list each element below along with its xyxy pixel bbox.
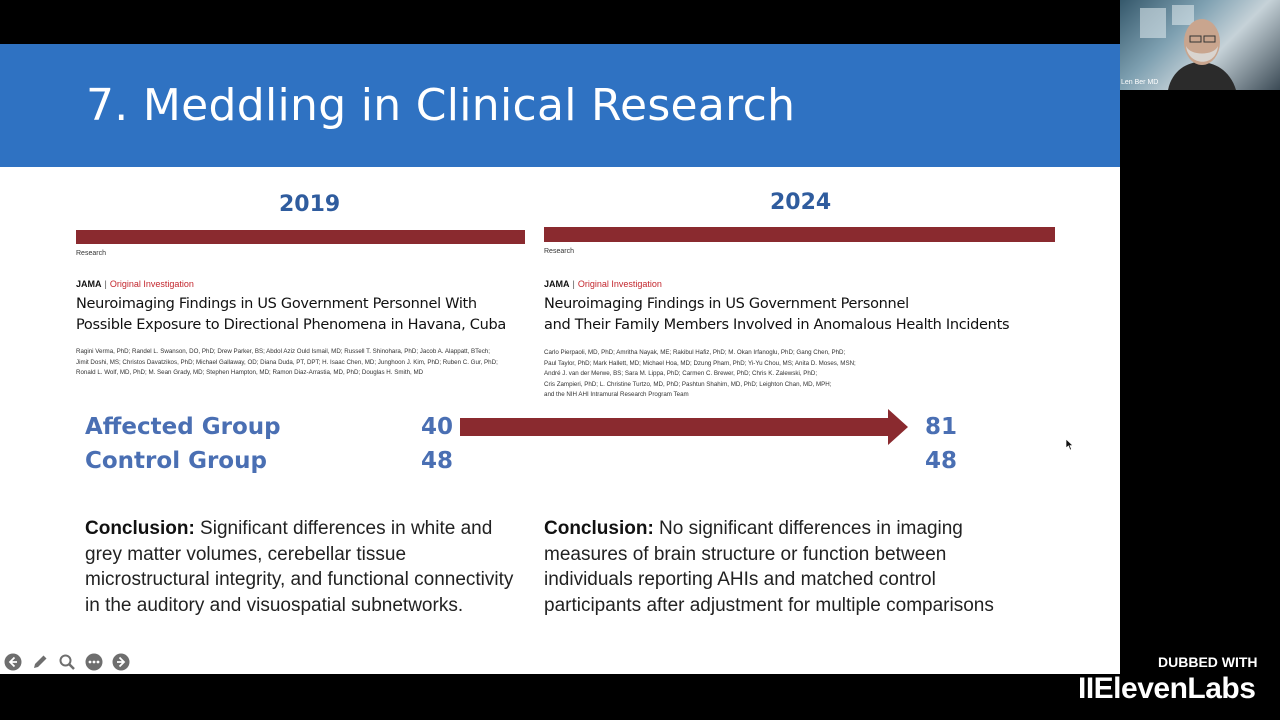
slideshow-toolbar	[0, 652, 131, 672]
journal-separator: |	[572, 279, 575, 289]
conclusion-label: Conclusion:	[85, 518, 195, 539]
conclusion-label: Conclusion:	[544, 518, 654, 539]
control-2019-count: 48	[421, 448, 454, 474]
conclusion-text: No significant differences in imaging measures of brain structure or function between individuals reporting AHIs and matched control participants after adjustment for multiple comparisons	[544, 518, 994, 616]
conclusion-text: Significant differences in white and grey matter volumes, cerebellar tissue microstructural integrity, and functional connectivity in the auditory and visuospatial subnetworks.	[85, 518, 514, 616]
paper-title	[544, 294, 1055, 336]
zoom-icon[interactable]	[57, 652, 77, 672]
webcam-video	[1120, 0, 1280, 90]
affected-group-label: Affected Group	[85, 414, 281, 440]
journal-separator: |	[104, 279, 107, 289]
journal-name: JAMA	[544, 279, 570, 289]
authors-line: Ronald L. Wolf, MD, PhD; M. Sean Grady, MD; Stephen Hampton, MD; Ramon Diaz-Arrastia, MD, PhD; Douglas H. Smith, MD	[76, 369, 424, 376]
year-2019: 2019	[279, 192, 341, 217]
webcam-name-label: Len Ber MD	[1121, 79, 1159, 86]
research-label: Research	[544, 248, 574, 255]
article-type: Original Investigation	[577, 279, 662, 289]
conclusion-2024	[544, 516, 1014, 618]
year-2024: 2024	[770, 190, 832, 215]
paper-title-line: Possible Exposure to Directional Phenomena in Havana, Cuba	[76, 317, 506, 333]
increase-arrow-icon	[460, 409, 910, 445]
journal-line	[76, 279, 525, 289]
control-group-label: Control Group	[85, 448, 267, 474]
authors-line: and the NIH AHI Intramural Research Program Team	[544, 391, 689, 398]
control-2024-count: 48	[925, 448, 958, 474]
affected-2019-count: 40	[421, 414, 454, 440]
paper-2019	[76, 230, 525, 379]
paper-title-line: and Their Family Members Involved in Anomalous Health Incidents	[544, 317, 1010, 333]
presentation-slide	[0, 44, 1120, 674]
authors-line: Jimit Doshi, MS; Christos Davatzikos, PhD; Michael Gallaway, OD; Diana Duda, PT, DPT; H. Isaac Chen, MD; Junghoon J. Kim, PhD; Ruben C. Gur, PhD;	[76, 358, 498, 366]
conclusion-2019	[85, 516, 515, 618]
mouse-cursor-icon	[1066, 439, 1074, 451]
presenter-avatar	[1120, 0, 1280, 90]
dubbed-with-label: DUBBED WITH	[1158, 654, 1258, 670]
paper-title-line: Neuroimaging Findings in US Government Personnel With	[76, 296, 477, 312]
journal-name: JAMA	[76, 279, 102, 289]
paper-title	[76, 294, 525, 336]
authors-line: Paul Taylor, PhD; Mark Hallett, MD; Michael Hoa, MD; Dzung Pham, PhD; Yi-Yu Chou, MS; Anita D. Moses, MSN;	[544, 359, 856, 367]
authors-line: Ragini Verma, PhD; Randel L. Swanson, DO, PhD; Drew Parker, BS; Abdol Aziz Ould Ismail, MD; Russell T. Shinohara, PhD; Jacob A. Alappatt, BTech;	[76, 348, 490, 355]
forward-arrow-icon[interactable]	[111, 652, 131, 672]
article-type: Original Investigation	[109, 279, 194, 289]
research-label: Research	[76, 250, 106, 257]
back-arrow-icon[interactable]	[3, 652, 23, 672]
authors-line: Cris Zampieri, PhD; L. Christine Turtzo, MD, PhD; Pashtun Shahim, MD, PhD; Leighton Chan, MD, MPH;	[544, 380, 832, 388]
elevenlabs-logo: IIElevenLabs	[1078, 672, 1256, 705]
authors-line: Carlo Pierpaoli, MD, PhD; Amritha Nayak, ME; Rakibul Hafiz, PhD; M. Okan Irfanoglu, PhD; Gang Chen, PhD;	[544, 349, 846, 356]
affected-2024-count: 81	[925, 414, 958, 440]
journal-line	[544, 279, 1055, 289]
journal-header-bar	[544, 227, 1055, 242]
paper-authors	[76, 347, 525, 379]
paper-authors	[544, 348, 1055, 401]
pen-icon[interactable]	[30, 652, 50, 672]
journal-header-bar	[76, 230, 525, 244]
paper-2024	[544, 227, 1055, 401]
more-icon[interactable]	[84, 652, 104, 672]
paper-title-line: Neuroimaging Findings in US Government Personnel	[544, 296, 909, 312]
authors-line: André J. van der Merwe, BS; Sara M. Lippa, PhD; Carmen C. Brewer, PhD; Chris K. Zalewski, PhD;	[544, 370, 818, 377]
slide-title: 7. Meddling in Clinical Research	[86, 80, 796, 131]
